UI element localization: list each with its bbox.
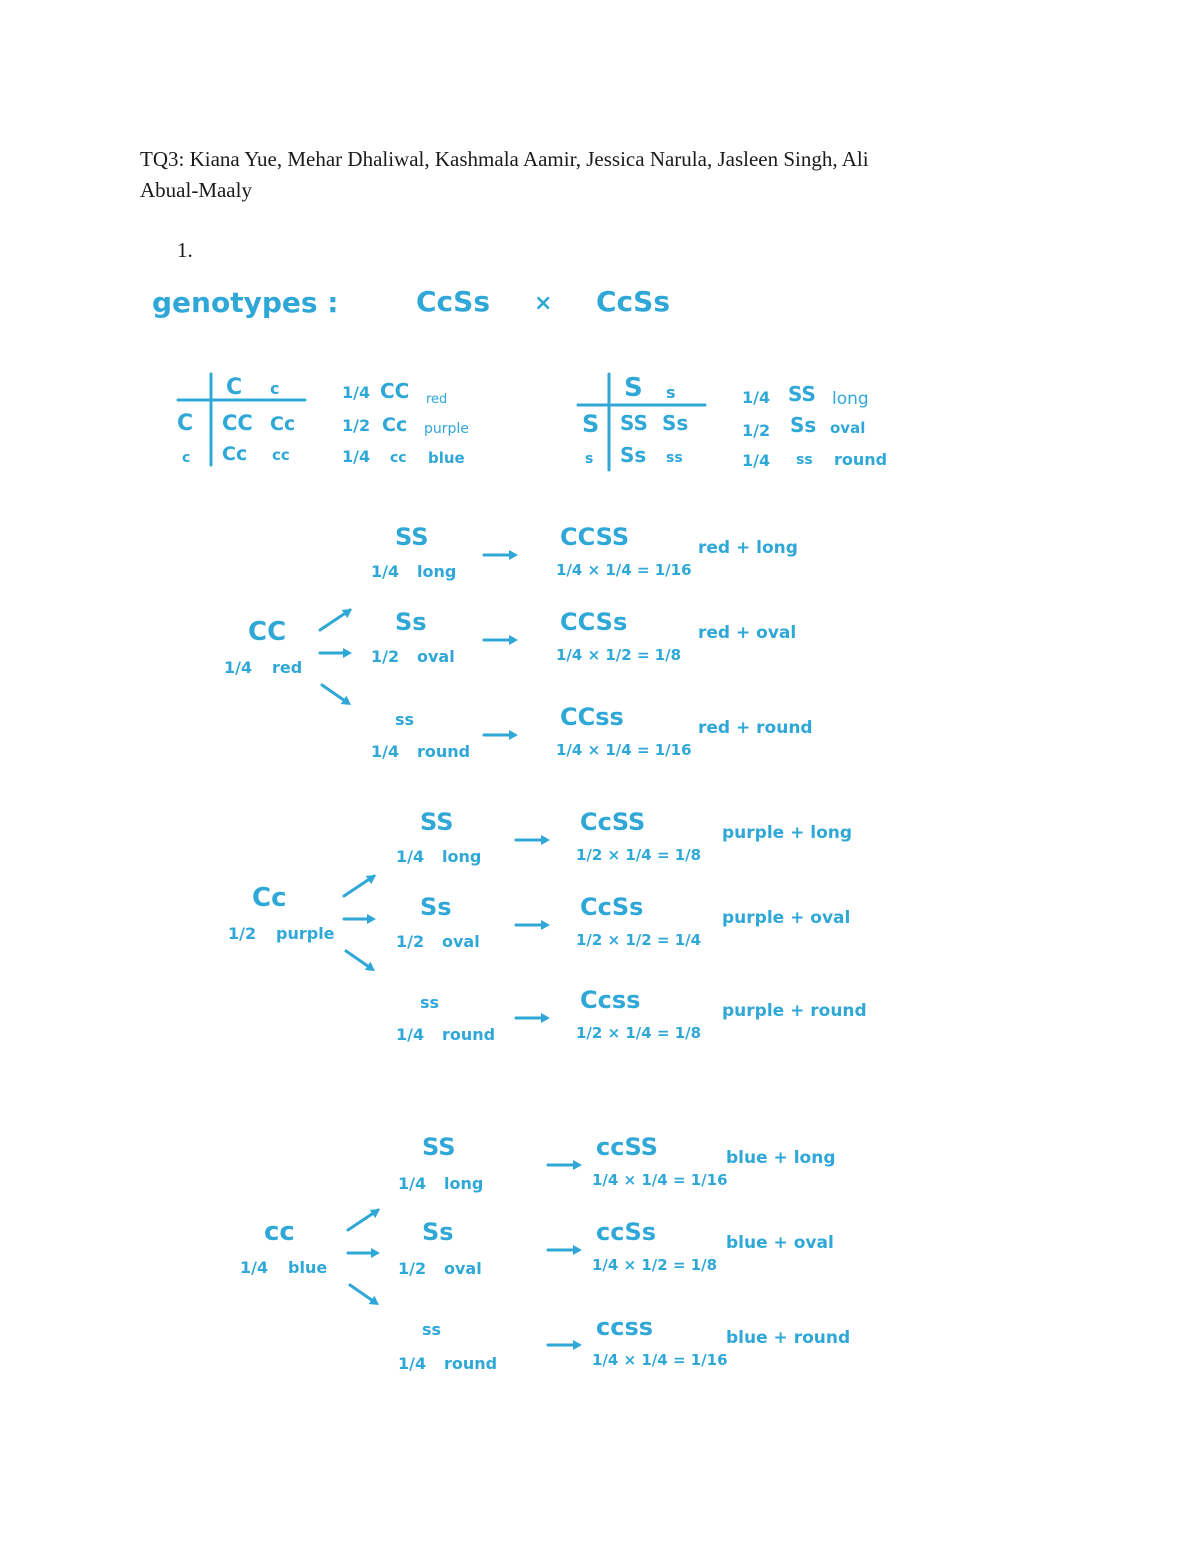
branch-fraction: 1/4 xyxy=(371,562,400,581)
tree-parent-fraction: 1/4 xyxy=(224,658,253,677)
question-number: 1. xyxy=(177,238,193,262)
branch-fraction: 1/2 xyxy=(371,647,400,666)
branch-genotype: Ss xyxy=(395,608,427,636)
tree-parent-genotype: cc xyxy=(264,1217,295,1247)
result-arrow-head xyxy=(509,550,518,560)
offspring-genotype: CCSS xyxy=(560,523,630,551)
probability-calculation: 1/4 × 1/2 = 1/8 xyxy=(592,1256,718,1274)
color-ratio-genotype: CC xyxy=(380,379,410,403)
shape-ratio-fraction: 1/4 xyxy=(742,388,771,407)
branch-phenotype: long xyxy=(417,562,457,581)
branch-genotype: SS xyxy=(420,808,454,836)
shape-ratio-phenotype: round xyxy=(834,450,888,469)
branch-phenotype: oval xyxy=(442,932,480,951)
color-ratio-phenotype: blue xyxy=(428,449,465,467)
punnett-shape-cell: Ss xyxy=(662,411,689,435)
cross-sign: × xyxy=(534,291,553,316)
branch-arrow-mid-head xyxy=(343,648,352,658)
color-ratio-genotype: cc xyxy=(390,450,407,466)
result-arrow-head xyxy=(573,1340,582,1350)
punnett-color-cell: CC xyxy=(222,411,253,435)
shape-ratio-genotype: SS xyxy=(788,382,816,406)
branch-arrow-mid-head xyxy=(371,1248,380,1258)
parent2-genotype: CcSs xyxy=(596,285,670,318)
offspring-phenotype: red + oval xyxy=(698,623,797,643)
branch-genotype: ss xyxy=(420,993,440,1012)
tree-parent-genotype: CC xyxy=(248,617,287,647)
tree-parent-genotype: Cc xyxy=(252,883,287,913)
offspring-genotype: CCss xyxy=(560,703,624,731)
tree-parent-phenotype: red xyxy=(272,658,303,677)
probability-calculation: 1/4 × 1/4 = 1/16 xyxy=(556,561,692,579)
color-ratio-fraction: 1/4 xyxy=(342,447,371,466)
probability-calculation: 1/2 × 1/4 = 1/8 xyxy=(576,1024,702,1042)
shape-ratio-phenotype: oval xyxy=(830,419,866,437)
offspring-genotype: CcSS xyxy=(580,808,646,836)
result-arrow-head xyxy=(541,1013,550,1023)
shape-ratio-fraction: 1/4 xyxy=(742,451,771,470)
branch-genotype: ss xyxy=(422,1320,442,1339)
branch-fraction: 1/4 xyxy=(396,847,425,866)
tree-parent-fraction: 1/4 xyxy=(240,1258,269,1277)
shape-ratio-genotype: Ss xyxy=(790,413,817,437)
punnett-color-col-header: c xyxy=(270,379,280,398)
result-arrow-head xyxy=(541,835,550,845)
offspring-phenotype: blue + long xyxy=(726,1148,836,1168)
shape-ratio-genotype: ss xyxy=(796,452,813,468)
branch-fraction: 1/4 xyxy=(398,1354,427,1373)
branch-arrow-mid-head xyxy=(367,914,376,924)
branch-fraction: 1/4 xyxy=(396,1025,425,1044)
branch-phenotype: oval xyxy=(444,1259,482,1278)
offspring-phenotype: purple + oval xyxy=(722,908,851,928)
branch-fraction: 1/4 xyxy=(371,742,400,761)
branch-genotype: SS xyxy=(395,523,429,551)
shape-ratio-phenotype: long xyxy=(832,389,869,409)
color-ratio-fraction: 1/2 xyxy=(342,416,371,435)
offspring-phenotype: purple + long xyxy=(722,823,853,843)
offspring-genotype: Ccss xyxy=(580,986,641,1014)
branch-genotype: SS xyxy=(422,1133,456,1161)
probability-calculation: 1/2 × 1/2 = 1/4 xyxy=(576,931,702,949)
color-ratio-phenotype: red xyxy=(426,392,448,407)
probability-calculation: 1/2 × 1/4 = 1/8 xyxy=(576,846,702,864)
branch-phenotype: round xyxy=(444,1354,498,1373)
header-line-2: Abual-Maaly xyxy=(140,178,252,202)
result-arrow-head xyxy=(509,730,518,740)
result-arrow-head xyxy=(573,1245,582,1255)
probability-calculation: 1/4 × 1/2 = 1/8 xyxy=(556,646,682,664)
tree-parent-phenotype: purple xyxy=(276,924,335,943)
punnett-shape-cell: ss xyxy=(666,450,683,466)
punnett-shape-row-header: s xyxy=(585,451,594,467)
parent1-genotype: CcSs xyxy=(416,285,490,318)
punnett-color-cell: cc xyxy=(272,446,290,464)
branch-fraction: 1/4 xyxy=(398,1174,427,1193)
branch-phenotype: oval xyxy=(417,647,455,666)
result-arrow-head xyxy=(573,1160,582,1170)
punnett-square-shape xyxy=(578,373,887,470)
genotypes-label: genotypes : xyxy=(152,286,339,319)
header-line-1: TQ3: Kiana Yue, Mehar Dhaliwal, Kashmala Aamir, Jessica Narula, Jasleen Singh, Ali xyxy=(140,147,869,171)
branch-phenotype: long xyxy=(444,1174,484,1193)
punnett-shape-row-header: S xyxy=(582,410,600,438)
branch-genotype: ss xyxy=(395,710,415,729)
branch-phenotype: round xyxy=(417,742,471,761)
branch-genotype: Ss xyxy=(422,1218,454,1246)
probability-calculation: 1/4 × 1/4 = 1/16 xyxy=(592,1351,728,1369)
probability-trees xyxy=(224,523,867,1373)
punnett-shape-col-header: s xyxy=(666,383,676,402)
offspring-phenotype: red + long xyxy=(698,538,798,558)
tree-parent-phenotype: blue xyxy=(288,1258,328,1277)
punnett-shape-cell: Ss xyxy=(620,443,647,467)
offspring-genotype: ccSs xyxy=(596,1218,657,1246)
offspring-phenotype: purple + round xyxy=(722,1001,867,1021)
branch-fraction: 1/2 xyxy=(398,1259,427,1278)
offspring-genotype: CCSs xyxy=(560,608,628,636)
punnett-color-row-header: c xyxy=(182,450,191,466)
offspring-phenotype: red + round xyxy=(698,718,813,738)
result-arrow-head xyxy=(509,635,518,645)
offspring-genotype: CcSs xyxy=(580,893,644,921)
punnett-color-cell: Cc xyxy=(270,413,296,435)
offspring-phenotype: blue + oval xyxy=(726,1233,834,1253)
branch-fraction: 1/2 xyxy=(396,932,425,951)
branch-phenotype: round xyxy=(442,1025,496,1044)
color-ratio-phenotype: purple xyxy=(424,421,469,437)
probability-calculation: 1/4 × 1/4 = 1/16 xyxy=(592,1171,728,1189)
color-ratio-genotype: Cc xyxy=(382,414,408,436)
punnett-shape-cell: SS xyxy=(620,411,648,435)
offspring-genotype: ccss xyxy=(596,1313,654,1341)
punnett-color-col-header: C xyxy=(226,375,243,400)
punnett-shape-col-header: S xyxy=(624,373,643,403)
shape-ratio-fraction: 1/2 xyxy=(742,421,771,440)
offspring-genotype: ccSS xyxy=(596,1133,658,1161)
punnett-color-row-header: C xyxy=(177,411,194,436)
result-arrow-head xyxy=(541,920,550,930)
offspring-phenotype: blue + round xyxy=(726,1328,851,1348)
probability-calculation: 1/4 × 1/4 = 1/16 xyxy=(556,741,692,759)
color-ratio-fraction: 1/4 xyxy=(342,383,371,402)
branch-phenotype: long xyxy=(442,847,482,866)
tree-parent-fraction: 1/2 xyxy=(228,924,257,943)
branch-genotype: Ss xyxy=(420,893,452,921)
punnett-color-cell: Cc xyxy=(222,443,248,465)
punnett-square-color xyxy=(177,374,469,467)
